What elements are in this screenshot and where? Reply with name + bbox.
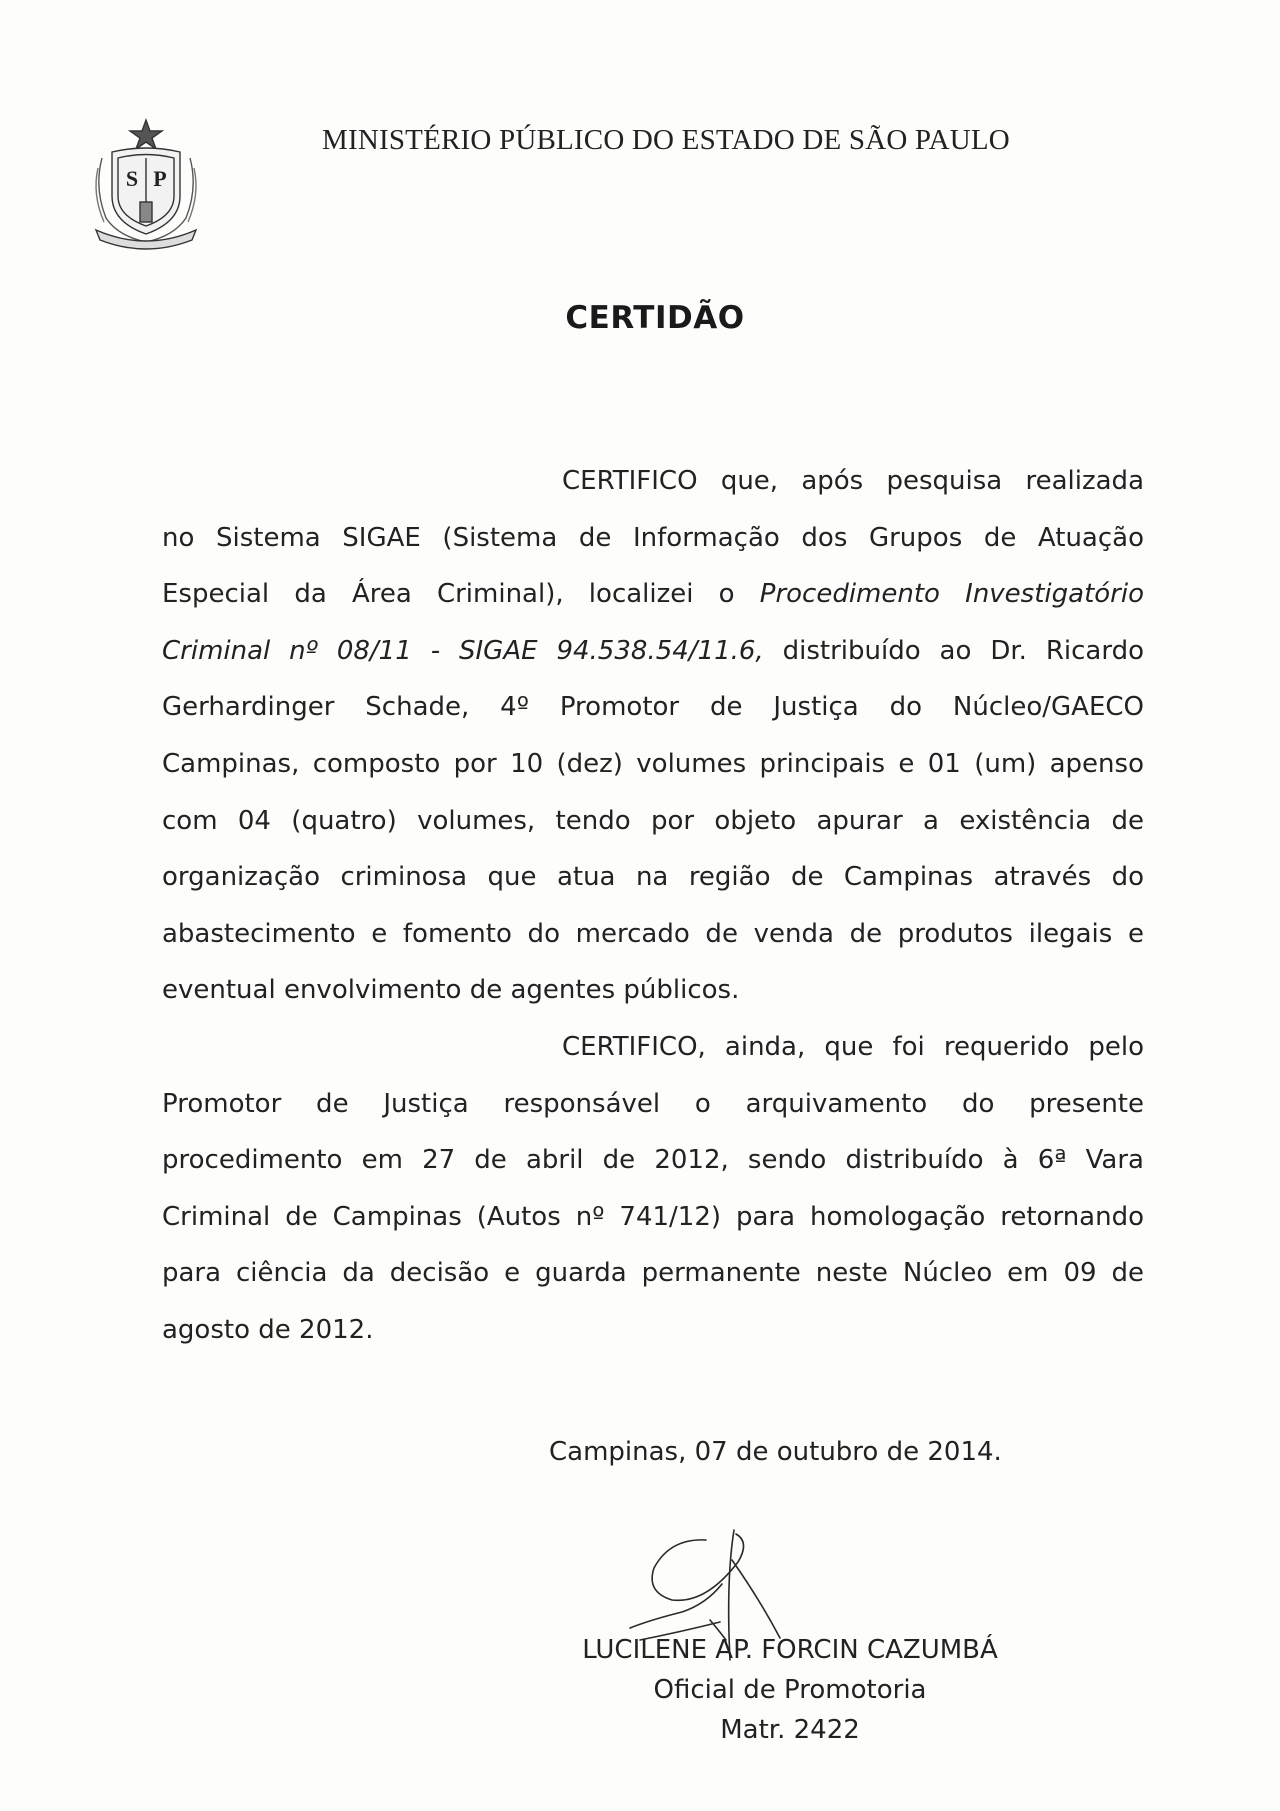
paragraph-line: CERTIFICO, ainda, que foi requerido pelo xyxy=(562,1032,1144,1062)
procedure-name-italic: Procedimento Investigatório xyxy=(759,579,1144,610)
seal-monogram-s: S xyxy=(125,166,139,191)
seal-monogram-p: P xyxy=(153,166,167,191)
paragraph-line: Gerhardinger Schade, 4º Promotor de Justiça do Núcleo/GAECO xyxy=(162,692,1144,723)
sao-paulo-coat-of-arms-seal xyxy=(88,118,204,250)
paragraph-line xyxy=(162,623,1144,680)
institution-header: MINISTÉRIO PÚBLICO DO ESTADO DE SÃO PAULO xyxy=(322,124,1010,156)
paragraph-line: Criminal de Campinas (Autos nº 741/12) para homologação retornando xyxy=(162,1201,1144,1232)
procedure-number-italic: Criminal nº 08/11 - SIGAE 94.538.54/11.6, xyxy=(162,635,764,666)
paragraph-line: agosto de 2012. xyxy=(162,1314,374,1345)
place-and-date: Campinas, 07 de outubro de 2014. xyxy=(549,1437,1002,1467)
paragraph-line: CERTIFICO que, após pesquisa realizada xyxy=(562,466,1144,496)
paragraph-line: com 04 (quatro) volumes, tendo por objeto apurar a existência de xyxy=(162,805,1144,836)
paragraph-line xyxy=(162,566,1144,623)
paragraph-line: abastecimento e fomento do mercado de venda de produtos ilegais e xyxy=(162,918,1144,949)
certificate-paragraph-2 xyxy=(162,1019,1144,1359)
document-title: CERTIDÃO xyxy=(565,300,745,336)
certificate-paragraph-1 xyxy=(162,453,1144,1019)
paragraph-line: para ciência da decisão e guarda permanente neste Núcleo em 09 de xyxy=(162,1258,1144,1289)
signer-registration: Matr. 2422 xyxy=(720,1715,860,1745)
line-segment: Especial da Área Criminal), localizei o xyxy=(162,579,760,610)
paragraph-line: no Sistema SIGAE (Sistema de Informação dos Grupos de Atuação xyxy=(162,522,1144,553)
signer-name: LUCILENE AP. FORCIN CAZUMBÁ xyxy=(582,1635,998,1665)
paragraph-line: organização criminosa que atua na região de Campinas através do xyxy=(162,862,1144,893)
paragraph-line: procedimento em 27 de abril de 2012, sendo distribuído à 6ª Vara xyxy=(162,1145,1144,1176)
line-segment: distribuído ao Dr. Ricardo xyxy=(763,635,1144,666)
paragraph-line: eventual envolvimento de agentes públicos. xyxy=(162,975,740,1006)
signer-role: Oficial de Promotoria xyxy=(653,1675,927,1705)
paragraph-line: Promotor de Justiça responsável o arquivamento do presente xyxy=(162,1088,1144,1119)
paragraph-line: Campinas, composto por 10 (dez) volumes principais e 01 (um) apenso xyxy=(162,748,1144,779)
signer-block xyxy=(560,1630,1020,1750)
